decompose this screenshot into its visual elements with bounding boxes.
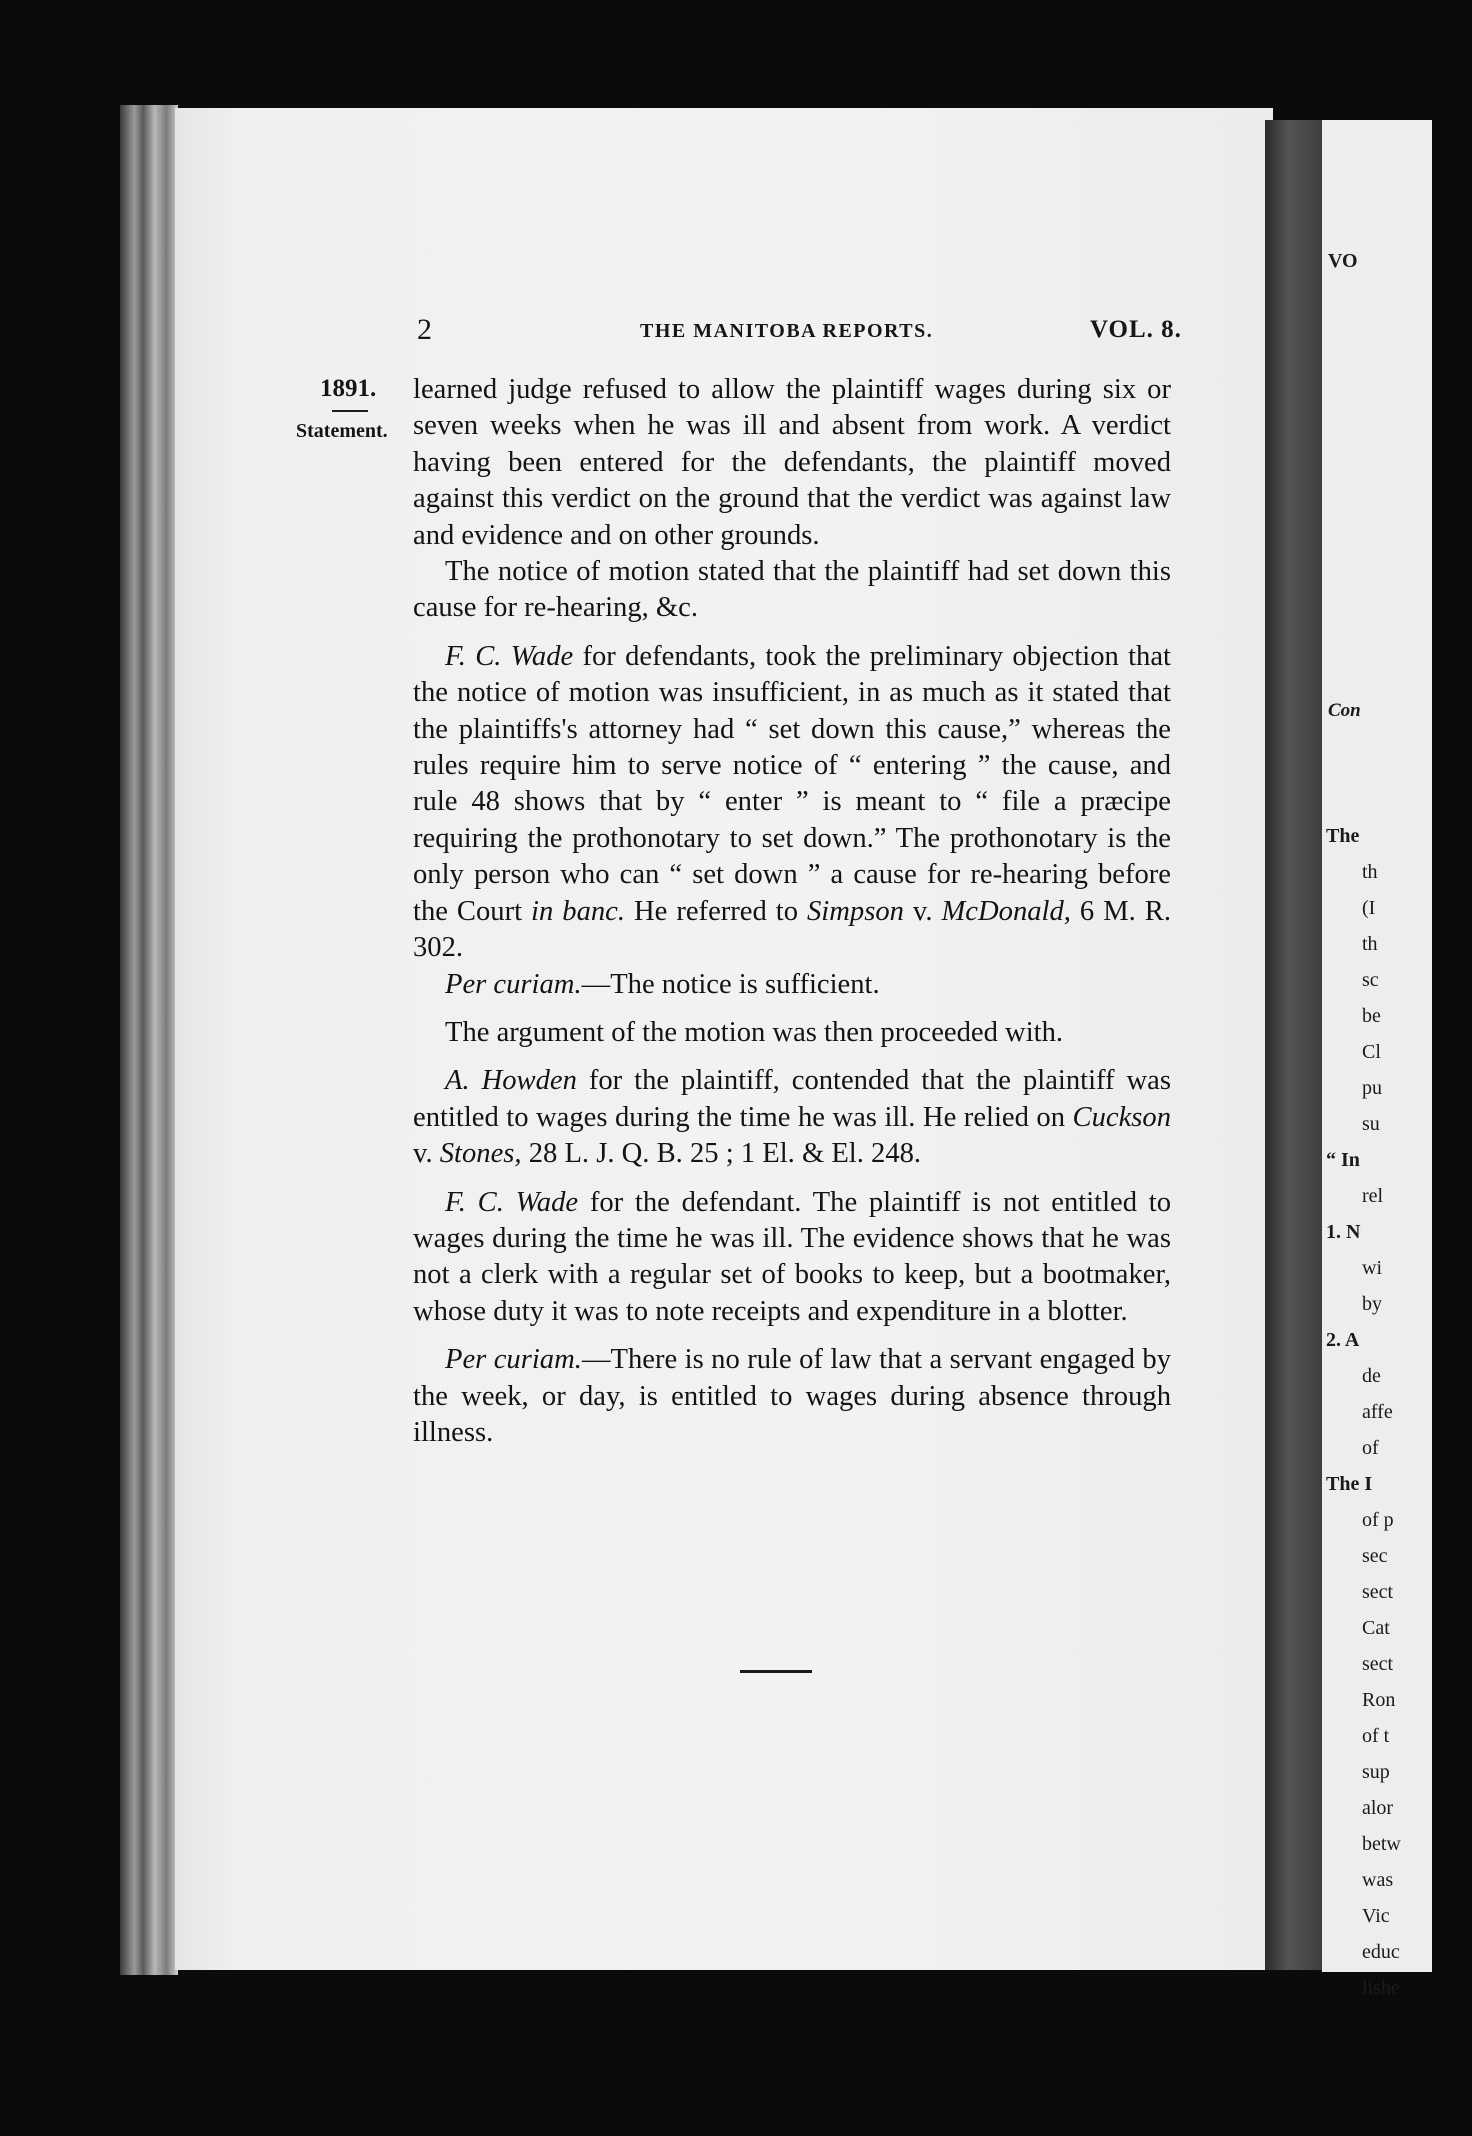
- margin-year: 1891.: [320, 375, 377, 402]
- counsel-name: F. C. Wade: [445, 1186, 579, 1218]
- facing-page-vol: VO: [1328, 250, 1358, 272]
- facing-page-line: (I: [1362, 897, 1376, 919]
- facing-page-line: de: [1362, 1365, 1381, 1387]
- paragraph: Per curiam.—The notice is sufficient.: [445, 968, 880, 1000]
- facing-page-line: sec: [1362, 1545, 1388, 1567]
- facing-page-line: Cl: [1362, 1041, 1381, 1063]
- facing-page-line: lishe: [1362, 1977, 1400, 1999]
- paragraph: learned judge refused to allow the plaintiff wages during six or seven weeks when he was ill and absent from work. A verdict having been entered for the defendants, the plaintiff moved against this verdict on the ground that the verdict was against law and evidence and on other grounds.: [413, 374, 1171, 551]
- facing-page-line: pu: [1362, 1077, 1382, 1099]
- facing-page-line: 2. A: [1326, 1329, 1360, 1351]
- facing-page-line: th: [1362, 933, 1378, 955]
- paragraph: F. C. Wade for the defendant. The plaintiff is not entitled to wages during the time he was ill. The evidence shows that he was not a clerk with a regular set of books to keep, but a bootmaker, whose duty it was to note receipts and expenditure in a blotter.: [413, 1186, 1171, 1327]
- facing-page-line: Ron: [1362, 1689, 1396, 1711]
- facing-page-line: su: [1362, 1113, 1380, 1135]
- case-name: Stones,: [439, 1138, 522, 1170]
- case-name: McDonald,: [941, 895, 1071, 927]
- facing-page-line: educ: [1362, 1941, 1400, 1963]
- facing-page-line: sect: [1362, 1581, 1394, 1603]
- facing-page-line: of t: [1362, 1725, 1390, 1747]
- facing-page-line: The I: [1326, 1473, 1373, 1495]
- facing-page-line: Vic: [1362, 1905, 1390, 1927]
- facing-page-line: of: [1362, 1437, 1379, 1459]
- facing-page-line: The: [1326, 825, 1360, 847]
- paragraph: F. C. Wade for defendants, took the preliminary objection that the notice of motion was insufficient, in as much as it stated that the plaintiffs's attorney had “ set down this cause,” whereas the rules require him to serve notice of “ entering ” the cause, and rule 48 shows that by “ enter ” is meant to “ file a præcipe requiring the prothonotary to set down.” The prothonotary is the only person who can “ set down ” a cause for re-hearing before the Court in banc. He referred to Simpson v. McDonald, 6 M. R. 302.: [413, 640, 1171, 964]
- paragraph: A. Howden for the plaintiff, contended that the plaintiff was entitled to wages during the time he was ill. He relied on Cuckson v. Stones, 28 L. J. Q. B. 25 ; 1 El. & El. 248.: [413, 1065, 1171, 1170]
- facing-page: [1322, 120, 1432, 1999]
- facing-page-line: alor: [1362, 1797, 1394, 1819]
- facing-page-line: affe: [1362, 1401, 1393, 1423]
- counsel-name: F. C. Wade: [445, 640, 574, 672]
- book-gutter: [1265, 120, 1325, 1970]
- volume-label: VOL. 8.: [1090, 316, 1182, 343]
- facing-page-line: 1. N: [1326, 1221, 1361, 1243]
- facing-page-line: be: [1362, 1005, 1381, 1027]
- facing-page-line: sup: [1362, 1761, 1390, 1783]
- book-edge: [120, 105, 178, 1975]
- running-title: THE MANITOBA REPORTS.: [640, 320, 934, 342]
- facing-page-line: sect: [1362, 1653, 1394, 1675]
- end-rule: [740, 1670, 812, 1673]
- facing-page-line: “ In: [1326, 1149, 1360, 1171]
- paragraph: The notice of motion stated that the plaintiff had set down this cause for re-hearing, &c.: [413, 556, 1171, 624]
- margin-rule: [332, 410, 368, 412]
- facing-page-line: th: [1362, 861, 1378, 883]
- margin-label: Statement.: [296, 420, 388, 442]
- paragraph: The argument of the motion was then proceeded with.: [445, 1016, 1064, 1048]
- facing-page-line: was: [1362, 1869, 1394, 1891]
- facing-page-line: rel: [1362, 1185, 1384, 1207]
- facing-page-line: sc: [1362, 969, 1379, 991]
- case-name: Simpson: [807, 895, 904, 927]
- paragraph: Per curiam.—There is no rule of law that a servant engaged by the week, or day, is entitled to wages during absence through illness.: [413, 1344, 1171, 1448]
- body-text: [413, 372, 1171, 1451]
- page-header: [175, 313, 1273, 353]
- facing-page-line: wi: [1362, 1257, 1382, 1279]
- facing-page-line: betw: [1362, 1833, 1401, 1855]
- case-name: Cuckson: [1072, 1101, 1171, 1133]
- facing-page-line: Cat: [1362, 1617, 1390, 1639]
- facing-page-line: by: [1362, 1293, 1382, 1315]
- facing-page-line: of p: [1362, 1509, 1394, 1531]
- facing-page-heading: Con: [1328, 700, 1361, 721]
- counsel-name: A. Howden: [445, 1065, 577, 1097]
- page-number: 2: [417, 313, 432, 346]
